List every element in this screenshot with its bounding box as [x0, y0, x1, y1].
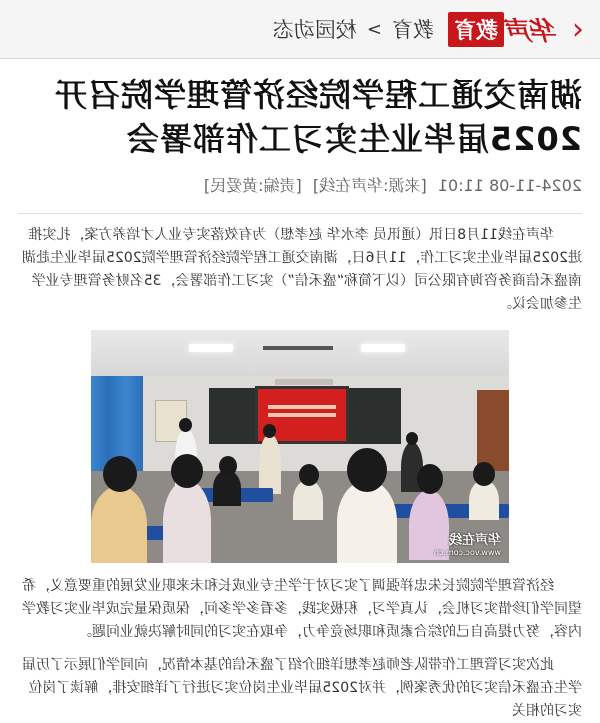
photo-presenter-head — [179, 418, 192, 432]
photo-student-head — [417, 464, 443, 494]
breadcrumb — [273, 14, 434, 44]
photo-presenter — [259, 434, 281, 494]
photo-student-head — [103, 456, 137, 492]
photo-student-head — [347, 448, 387, 492]
article-photo-classroom[interactable] — [91, 330, 509, 563]
photo-blackboard-right — [209, 388, 261, 444]
photo-standing-head — [406, 432, 418, 445]
logo-brand-text: 华声 — [507, 16, 558, 47]
article-paragraph-3: 此次实习管理工作带队老师赵孝想详细介绍了盛禾信的基本情况，向同学们展示了历届学生在盛禾信实习的优秀案例，并对2025届毕业生岗位实习进行了详细安排，解读了岗位实习的相关 — [22, 657, 582, 719]
photo-student — [91, 486, 147, 563]
article-title — [0, 59, 600, 161]
breadcrumb-education[interactable]: 教育 — [391, 18, 434, 42]
article-title-line-1: 湖南交通工程学院经济管理学院召开 — [53, 76, 582, 114]
watermark-brand: 华声在线 — [448, 533, 501, 548]
article-date: 2024-11-08 11:01 — [437, 176, 582, 195]
photo-blackboard-left — [349, 388, 401, 444]
photo-ceiling — [91, 330, 509, 376]
article-source: [来源:华声在线] — [312, 176, 427, 195]
photo-student — [293, 480, 323, 520]
photo-student — [163, 480, 211, 563]
photo-student-head — [171, 454, 203, 488]
photo-ceiling-fan — [263, 346, 333, 350]
photo-presenter-head — [263, 424, 276, 438]
article-paragraph-2: 经济管理学院院长朱忠祥强调了实习对于学生专业成长和未来职业发展的重要意义，希望同学们珍惜实习机会，认真学习，积极实践，多看多学多问，保质保量完成毕业实习教学内容，努力提高自己的综合素质和职场竞争力，争取在实习的同时解决就业问题。 — [22, 578, 582, 640]
top-nav-bar — [0, 0, 600, 59]
photo-student-head — [473, 462, 495, 486]
photo-watermark — [434, 529, 501, 557]
chevron-left-icon: ‹ — [572, 11, 584, 47]
article-meta — [0, 161, 600, 199]
photo-light — [189, 344, 233, 352]
logo-channel-box: 教育 — [448, 12, 504, 47]
back-button[interactable] — [560, 0, 596, 58]
photo-student-head — [219, 456, 237, 476]
photo-student-head — [299, 464, 319, 486]
article-title-line-2: 2025届毕业生实习工作部署会 — [125, 120, 582, 158]
watermark-url: www.voc.com.cn — [433, 548, 501, 557]
site-logo[interactable] — [448, 9, 558, 49]
photo-banner — [275, 379, 333, 385]
breadcrumb-campus-news[interactable]: 校园动态 — [272, 18, 357, 42]
article-editor: [责编:黄爱民] — [203, 176, 302, 195]
photo-student — [337, 480, 397, 563]
breadcrumb-separator: > — [366, 18, 382, 40]
photo-light — [361, 344, 405, 352]
photo-student — [469, 480, 499, 520]
article-paragraph-1: 华声在线11月8日讯（通讯员 李水华 赵孝想）为有效落实专业人才培养方案，扎实推进2025届毕业生实习工作，11月6日，湖南交通工程学院经济管理学院2025届毕业生赴湖南盛禾信商务咨询有限公司（以下简称“盛禾信”）实习工作部署会，35名财务管理专业学生参加会议。 — [22, 227, 582, 312]
